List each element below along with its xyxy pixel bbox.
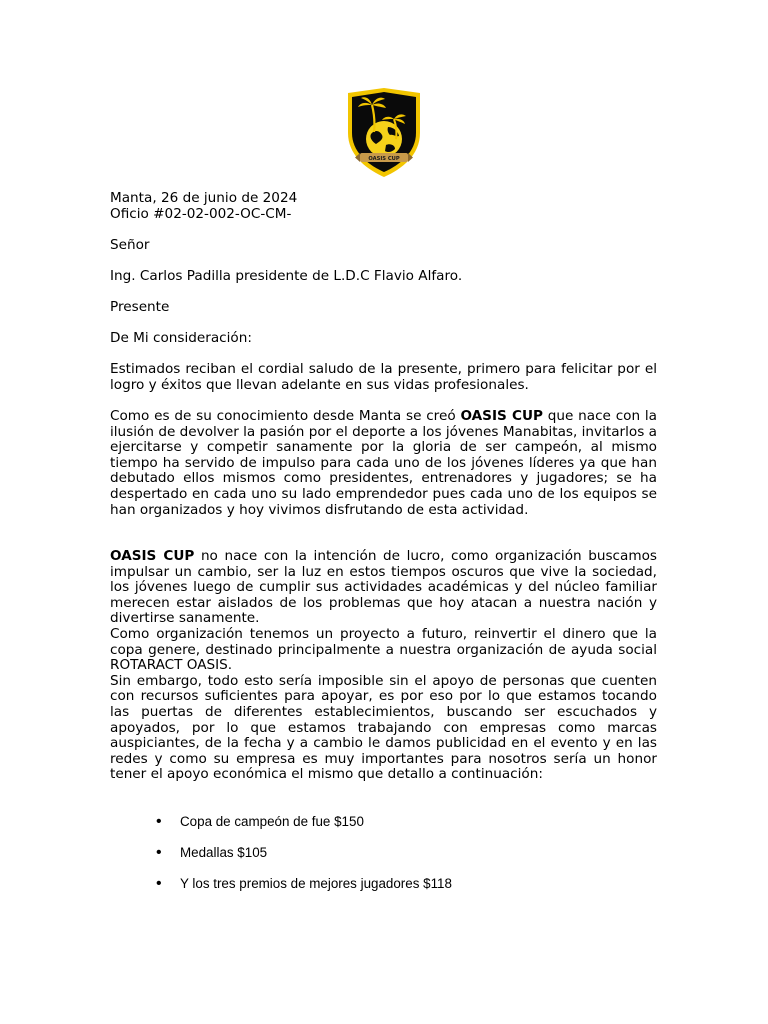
consideration-line: De Mi consideración:	[110, 330, 252, 346]
oasis-cup-shield-logo	[344, 87, 424, 179]
list-item	[110, 845, 657, 876]
paragraph-project: Como organización tenemos un proyecto a futuro, reinvertir el dinero que la copa genere, destinado principalmente a nuestra organización de ayuda social ROTARACT OASIS.	[110, 625, 657, 674]
paragraph-mission-body: no nace con la intención de lucro, como organización buscamos impulsar un cambio, ser la luz en estos tiempos oscuros que vive la sociedad, los jóvenes luego de cumplir sus actividades académicas y del núcleo familiar merecen estar aislados de los problemas que hoy atacan a nuestra nación y divertirse sanamente.	[110, 548, 657, 627]
logo-text: OASIS CUP	[368, 156, 400, 162]
oficio-number: Oficio #02-02-002-OC-CM-	[110, 205, 292, 222]
bullet-icon: •	[156, 844, 162, 861]
bullet-icon: •	[156, 875, 162, 892]
sponsorship-list	[110, 814, 657, 907]
bullet-icon: •	[156, 813, 162, 830]
paragraph-origin-body: que nace con la ilusión de devolver la pasión por el deporte a los jóvenes Manabitas, invitarlos a ejercitarse y competir sanamente por la gloria de ser campeón, al mismo tiempo ha servido de impulso para cada uno de los jóvenes líderes ya que han debutado ellos mismos como presidentes, entrenadores y jugadores; se ha despertado en cada uno su lado emprendedor pues cada uno de los equipos se han organizados y hoy vivimos disfrutando de esta actividad.	[110, 408, 657, 518]
list-item-text: Medallas $105	[180, 845, 268, 860]
paragraph-request: Sin embargo, todo esto sería imposible sin el apoyo de personas que cuenten con recursos suficientes para apoyar, es por eso por lo que estamos tocando las puertas de diferentes establecimientos, buscando ser escuchados y apoyados, por lo que estamos trabajando con empresas como marcas auspiciantes, de la fecha y a cambio le damos publicidad en el evento y en las redes y como su empresa es muy importantes para nosotros sería un honor tener el apoyo económica el mismo que detallo a continuación:	[110, 672, 657, 783]
brand-name: OASIS CUP	[110, 548, 195, 564]
list-item	[110, 814, 657, 845]
body-block	[110, 549, 657, 783]
date-line: Manta, 26 de junio de 2024	[110, 190, 298, 206]
presente-line: Presente	[110, 299, 170, 315]
salutation: Señor	[110, 237, 150, 253]
paragraph-greeting: Estimados reciban el cordial saludo de la presente, primero para felicitar por el logro y éxitos que llevan adelante en sus vidas profesionales.	[110, 361, 657, 393]
header-block	[110, 191, 657, 222]
list-item-text: Copa de campeón de fue $150	[180, 814, 364, 829]
paragraph-origin-intro: Como es de su conocimiento desde Manta se creó	[110, 408, 461, 424]
list-item	[110, 876, 657, 907]
paragraph-mission	[110, 549, 657, 627]
brand-name: OASIS CUP	[460, 408, 543, 424]
paragraph-origin	[110, 409, 657, 518]
list-item-text: Y los tres premios de mejores jugadores $118	[180, 876, 452, 891]
addressee: Ing. Carlos Padilla presidente de L.D.C Flavio Alfaro.	[110, 268, 463, 284]
